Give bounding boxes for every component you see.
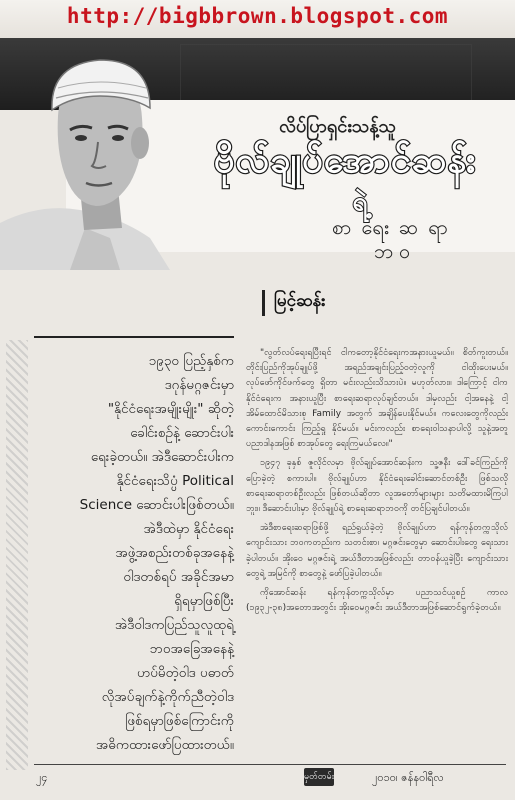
page-number: ၂၄ xyxy=(36,771,48,784)
pullquote-line: "နိုင်ငံရေးအမျိုးမျိုး" ဆိုတဲ့ xyxy=(107,401,234,417)
headline-name: ဗိုလ်ချုပ်အောင်ဆန်း xyxy=(213,139,477,181)
headline-particle: ရဲ့ xyxy=(352,187,368,217)
pullquote-line: ရှိရမှာဖြစ်ပြီး xyxy=(174,593,234,609)
pullquote-line: အဲဒီဝါဒကပြည်သူလူထုရဲ့ xyxy=(114,617,234,633)
article-paragraph: "လွတ်လပ်ရေးရပြီးရင် ငါကတော့နိုင်ငံရေးကအနားယူမယ်။ စိတ်ကူးတယ်။ တိုင်းပြည်ကိုအုပ်ချုပ်ဖို့ အရည်အချင်းပြည့်ဝတဲ့လူကို ငါထိုးပေးမယ်။ လုပ်ဖော်ကိုင်ဖက်တွေ ရှိတာ မင်းလည်းသိသားပဲ။ မဟုတ်လား။ ဒါကြောင့် ငါကနိုင်ငံရေးက အနားယူပြီး စာရေးဆရာလုပ်ချင်တယ်။ ဒါမှလည်း ငါ့အနေနဲ့ ငါ့အိမ်ထောင်မိသားစု Family အတွက် အချိန်ပေးနိုင်မယ်။ ကလေးတွေကိုလည်း ကောင်းကောင်း ကြည့်ရှု နိုင်မယ်။ မင်းကလည်း စာရေးဝါသနာပါလို့ သူနဲ့အတူ ပညာဒါနအဖြစ် စာအုပ်တွေ ရေးကြမယ်လေ။" xyxy=(246,348,508,450)
footer-rule xyxy=(34,764,506,765)
author-byline xyxy=(262,290,442,320)
article-body xyxy=(246,346,508,764)
pullquote-line: ခေါင်းစဉ်နဲ့ ဆောင်းပါး xyxy=(130,425,234,441)
pullquote-line: ဖြစ်ရမှာဖြစ်ကြောင်းကို xyxy=(125,713,234,729)
pullquote-line: ဒဂုန်မဂ္ဂဇင်းမှာ xyxy=(164,377,234,393)
headline-subtitle: စာရေးဆရာ xyxy=(332,215,458,239)
pullquote-line: ရေးခဲ့တယ်။ အဲဒီဆောင်းပါးက xyxy=(90,449,234,465)
pullquote xyxy=(34,336,234,758)
pullquote-line: အဖွဲ့အစည်းတစ်ခုအနေနဲ့ xyxy=(115,545,234,561)
pullquote-line: အဲဒီထဲမှာ နိုင်ငံရေး xyxy=(143,521,234,537)
pullquote-line: ၁၉၃၀ ပြည့်နှစ်က xyxy=(148,353,234,369)
headline-kicker: လိပ်ပြာရှင်းသန့်သူ xyxy=(279,116,396,137)
author-name: မြင့်ဆန်း xyxy=(274,291,326,311)
article-paragraph: ကိုအောင်ဆန်း ရန်ကုန်တက္ကသိုလ်မှာ ပညာသင်ယူစဉ် ကာလ (၁၉၃၂-၃၈)အတောအတွင်း အိုးဝေမဂ္ဂဇင်း အယ်ဒီတာအဖြစ်ဆောင်ရွက်ခဲ့တယ်။ xyxy=(246,588,508,614)
pullquote-line: ဘဝအခြေအနေနဲ့ xyxy=(149,641,234,657)
pullquote-line: လိုအပ်ချက်နဲ့ကိုက်ညီတဲ့ဝါဒ xyxy=(101,689,234,705)
magazine-logo: မှတ်တမ်း xyxy=(304,768,334,786)
article-paragraph: ၁၉၄၇ ခုနှစ် ဇူလိုင်လမှာ ဗိုလ်ချုပ်အောင်ဆန်းက သူ့ဇနီး ဒေါ်ခင်ကြည်ကို ပြောခဲ့တဲ့ စကားပါ။ ဗိုလ်ချုပ်ဟာ နိုင်ငံရေးခေါင်းဆောင်တစ်ဦး ဖြစ်သလို စာရေးဆရာတစ်ဦးလည်း ဖြစ်တယ်ဆိုတာ လူအတော်များများ သတိမထားမိကြပါဘူး။ ဒီဆောင်းပါးမှာ ဗိုလ်ချုပ်ရဲ့ စာရေးဆရာဘဝကို တင်ပြချင်ပါတယ်။ xyxy=(246,458,508,515)
headline-subtitle-2: ဘဝ xyxy=(373,239,417,263)
pullquote-line: ဟပ်မိတဲ့ဝါဒ ပဓာတ် xyxy=(137,665,234,681)
blog-url[interactable]: http://bigbbrown.blogspot.com xyxy=(66,4,449,28)
article-paragraph: အဲဒီစာရေးဆရာဖြစ်ဖို့ ရည်ရွယ်ခဲ့တဲ့ ဗိုလ်ချုပ်ဟာ ရန်ကုန်တက္ကသိုလ်ကျောင်းသား ဘဝကတည်းက သတင်းစာ၊ မဂ္ဂဇင်းတွေမှာ ဆောင်းပါးတွေ ရေးသားခဲ့ပါတယ်။ အိုးဝေ မဂ္ဂဇင်းရဲ့ အယ်ဒီတာအဖြစ်လည်း တာဝန်ယူခဲ့ပြီး ကျောင်းသားတွေရဲ့ အမြင်ကို စာတွေနဲ့ ဖော်ပြခဲ့ပါတယ်။ xyxy=(246,523,508,579)
pullquote-line: ဝါဒတစ်ရပ် အခိုင်အမာ xyxy=(123,569,234,585)
issue-date: ၂၀၁၀၊ ဇန်နဝါရီလ xyxy=(372,771,444,784)
pullquote-line: Science ဆောင်းပါးဖြစ်တယ်။ xyxy=(79,497,234,513)
pullquote-line: နိုင်ငံရေးသိပ္ပံ Political xyxy=(116,473,234,489)
author-rule xyxy=(262,290,265,316)
pullquote-decoration xyxy=(6,340,28,770)
url-banner xyxy=(0,0,515,38)
pullquote-line: အဓိကထားဖော်ပြထားတယ်။ xyxy=(95,737,234,753)
